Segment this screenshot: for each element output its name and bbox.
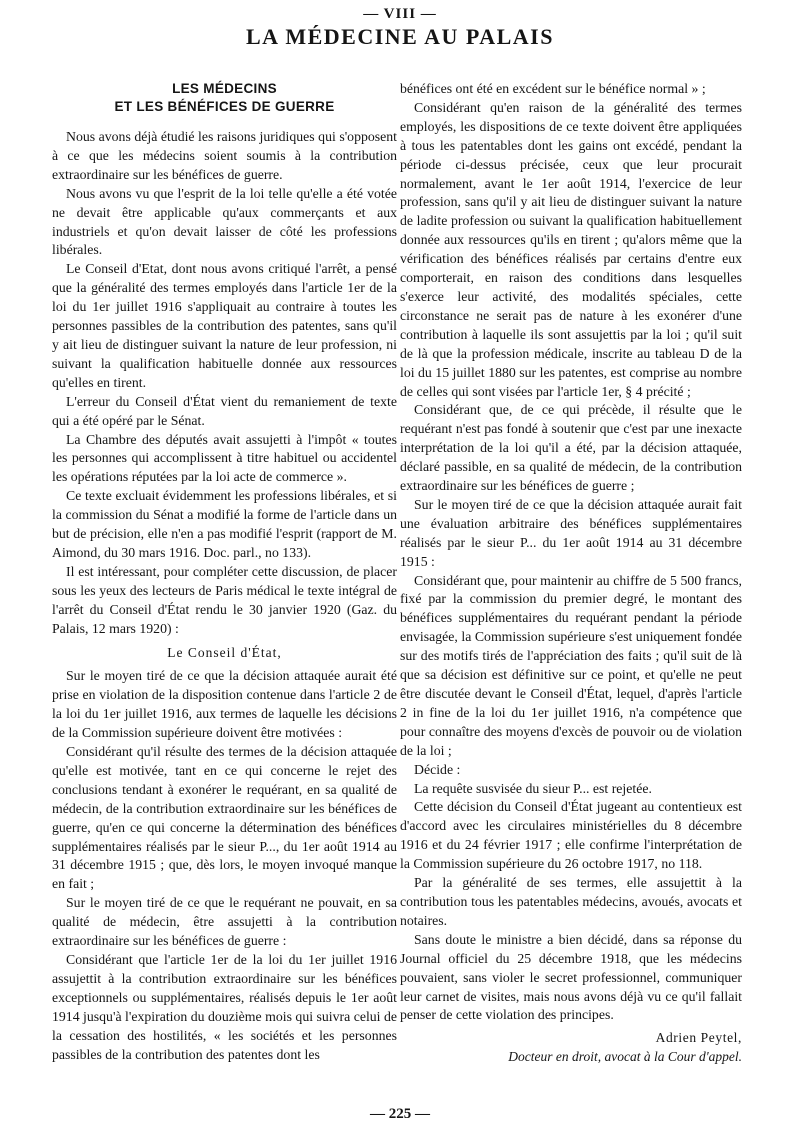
left-paragraph: Nous avons vu que l'esprit de la loi telle qu'elle a été votée ne devait être applicable qu'aux commerçants et aux industriels et qu'on devait laisser de côté les professions libérales. [52, 185, 397, 258]
right-paragraph: La requête susvisée du sieur P... est rejetée. [414, 780, 652, 796]
article-heading-line-1: LES MÉDECINS [172, 81, 277, 96]
article-heading [52, 80, 397, 116]
right-paragraph: bénéfices ont été en excédent sur le bénéfice normal » ; [400, 81, 706, 96]
left-paragraph: L'erreur du Conseil d'État vient du remaniement de texte qui a été opéré par le Sénat. [52, 393, 397, 428]
left-paragraph: Nous avons déjà étudié les raisons juridiques qui s'opposent à ce que les médecins soient soumis à la contribution extraordinaire sur les bénéfices de guerre. [52, 129, 397, 182]
decision-paragraph: Sur le moyen tiré de ce que le requérant ne pouvait, en sa qualité de médecin, être assujetti à la contribution extraordinaire sur les bénéfices de guerre : [52, 895, 397, 949]
section-number: — VIII — [363, 6, 437, 22]
left-paragraph: La Chambre des députés avait assujetti à l'impôt « toutes les personnes qui accomplissent à titre habituel ou accidentel les opérations réputées par la loi acte de commerce ». [52, 431, 397, 485]
left-paragraph: Il est intéressant, pour compléter cette discussion, de placer sous les yeux des lecteurs de Paris médical le texte intégral de l'arrêt du Conseil d'État rendu le 30 janvier 1920 (Gaz. du Palais, 12 mars 1920) : [52, 563, 397, 636]
author-name: Adrien Peytel, [655, 1030, 742, 1046]
right-paragraph: Sur le moyen tiré de ce que la décision attaquée aurait fait une évaluation arbitraire des bénéfices supplémentaires réalisés par le sieur P... du 1er août 1914 au 31 décembre 1915 : [400, 496, 742, 569]
right-paragraph: Considérant que, de ce qui précède, il résulte que le requérant n'est pas fondé à soutenir que c'est par une inexacte interprétation de la loi qu'il a été, par la décision attaquée, déclaré passible, en sa qualité de médecin, de la contribution extraordinaire sur les bénéfices de guerre ; [400, 402, 742, 494]
right-paragraph: Décide : [414, 761, 461, 777]
left-column [52, 80, 397, 1064]
author-title: Docteur en droit, avocat à la Cour d'appel. [508, 1049, 742, 1065]
right-paragraph: Considérant que, pour maintenir au chiffre de 5 500 francs, fixé par la commission du premier degré, le montant des bénéfices supplémentaires du requérant pendant la période envisagée, la Commission supérieure s'est uniquement fondée sur des motifs tirés de l'appréciation des faits ; qu'il suit de là que sa décision est définitive sur ce point, et qu'elle ne peut être discutée devant le Conseil d'État, lequel, d'après l'article 2 in fine de la loi du 1er juillet 1916, n'a compétence que pour connaître des moyens d'excès de pouvoir ou de violation de la loi ; [400, 572, 742, 758]
left-paragraph: Ce texte excluait évidemment les professions libérales, et si la commission du Sénat a modifié la forme de l'article dans un but de précision, elle n'en a pas modifié l'esprit (rapport de M. Aimond, du 30 mars 1916. Doc. parl., no 133). [52, 488, 397, 560]
article-heading-line-2: ET LES BÉNÉFICES DE GUERRE [114, 99, 335, 114]
decision-paragraph: Considérant que l'article 1er de la loi du 1er juillet 1916 assujettit à la contribution extraordinaire sur les bénéfices exceptionnels ou supplémentaires, réalisés depuis le 1er août 1914 jusqu'à l'expiration du douzième mois qui suivra celui de la cessation des hostilités, « les sociétés et les personnes passibles de la contribution des patentes dont les [52, 951, 397, 1062]
page-title: LA MÉDECINE AU PALAIS [246, 24, 554, 49]
right-paragraph: Considérant qu'en raison de la généralité des termes employés, les dispositions de ce texte doivent être appliquées à tous les patentables dont les gains ont excédé, pendant la période ci-dessus précisée, ceux que leur procurait normalement, avant le 1er août 1914, l'exercice de leur profession, sans qu'il y ait lieu de distinguer suivant la nature de ladite profession ou suivant la qualification habituellement donnée aux ressources qu'ils en tirent ; qu'alors même que la vérification des bénéfices réalisés par certains d'entre eux comporterait, en raison des conditions dans lesquelles s'exerce leur activité, des modalités spéciales, cette circonstance ne serait pas de nature à les exonérer d'une contribution à laquelle ils sont assujettis par la loi ; qu'il suit de là que la profession médicale, inscrite au tableau D de la loi du 15 juillet 1880 sur les patentes, est comprise au nombre de celles qui sont visées par l'article 1er, § 4 précité ; [400, 99, 742, 399]
right-column [400, 80, 742, 1067]
right-paragraph: Sans doute le ministre a bien décidé, dans sa réponse du Journal officiel du 25 décembre 1918, que les médecins pouvaient, sans violer le secret professionnel, communiquer leur carnet de visites, mais nous avons déjà vu ce qu'il fallait penser de cette violation des principes. [400, 931, 742, 1023]
decision-paragraph: Considérant qu'il résulte des termes de la décision attaquée qu'elle est motivée, tant en ce qui concerne le rejet des conclusions tendant à exonérer le requérant, en sa qualité de médecin, de la contribution extraordinaire sur les bénéfices de guerre, qu'en ce qui concerne la détermination des bénéfices supplémentaires réalisés par le sieur P..., du 1er août 1914 au 31 décembre 1915 ; que, dès lors, le moyen invoqué manque en fait ; [52, 744, 397, 892]
decision-heading: Le Conseil d'État, [167, 645, 282, 661]
left-paragraph: Le Conseil d'Etat, dont nous avons critiqué l'arrêt, a pensé que la généralité des termes employés dans l'article 1er de la loi du 1er juillet 1916 s'appliquait au contraire à toutes les personnes passibles de la contribution des patentes, sans qu'il y ait lieu de distinguer suivant la nature de leur profession, ni suivant la qualification habituelle donnée aux ressources qu'elles en tirent. [52, 261, 397, 390]
right-paragraph: Par la généralité de ses termes, elle assujettit à la contribution tous les patentables médecins, avoués, avocats et notaires. [400, 875, 742, 928]
right-paragraph: Cette décision du Conseil d'État jugeant au contentieux est d'accord avec les circulaires ministérielles du 8 décembre 1916 et du 24 février 1917 ; elle confirme l'interprétation de la Commission supérieure du 26 octobre 1917, no 118. [400, 799, 742, 872]
decision-paragraph: Sur le moyen tiré de ce que la décision attaquée aurait été prise en violation de la disposition contenue dans l'article 2 de la loi du 1er juillet 1916, aux termes de laquelle les décisions de la Commission supérieure doivent être motivées : [52, 668, 397, 741]
page-number: — 225 — [370, 1106, 430, 1122]
